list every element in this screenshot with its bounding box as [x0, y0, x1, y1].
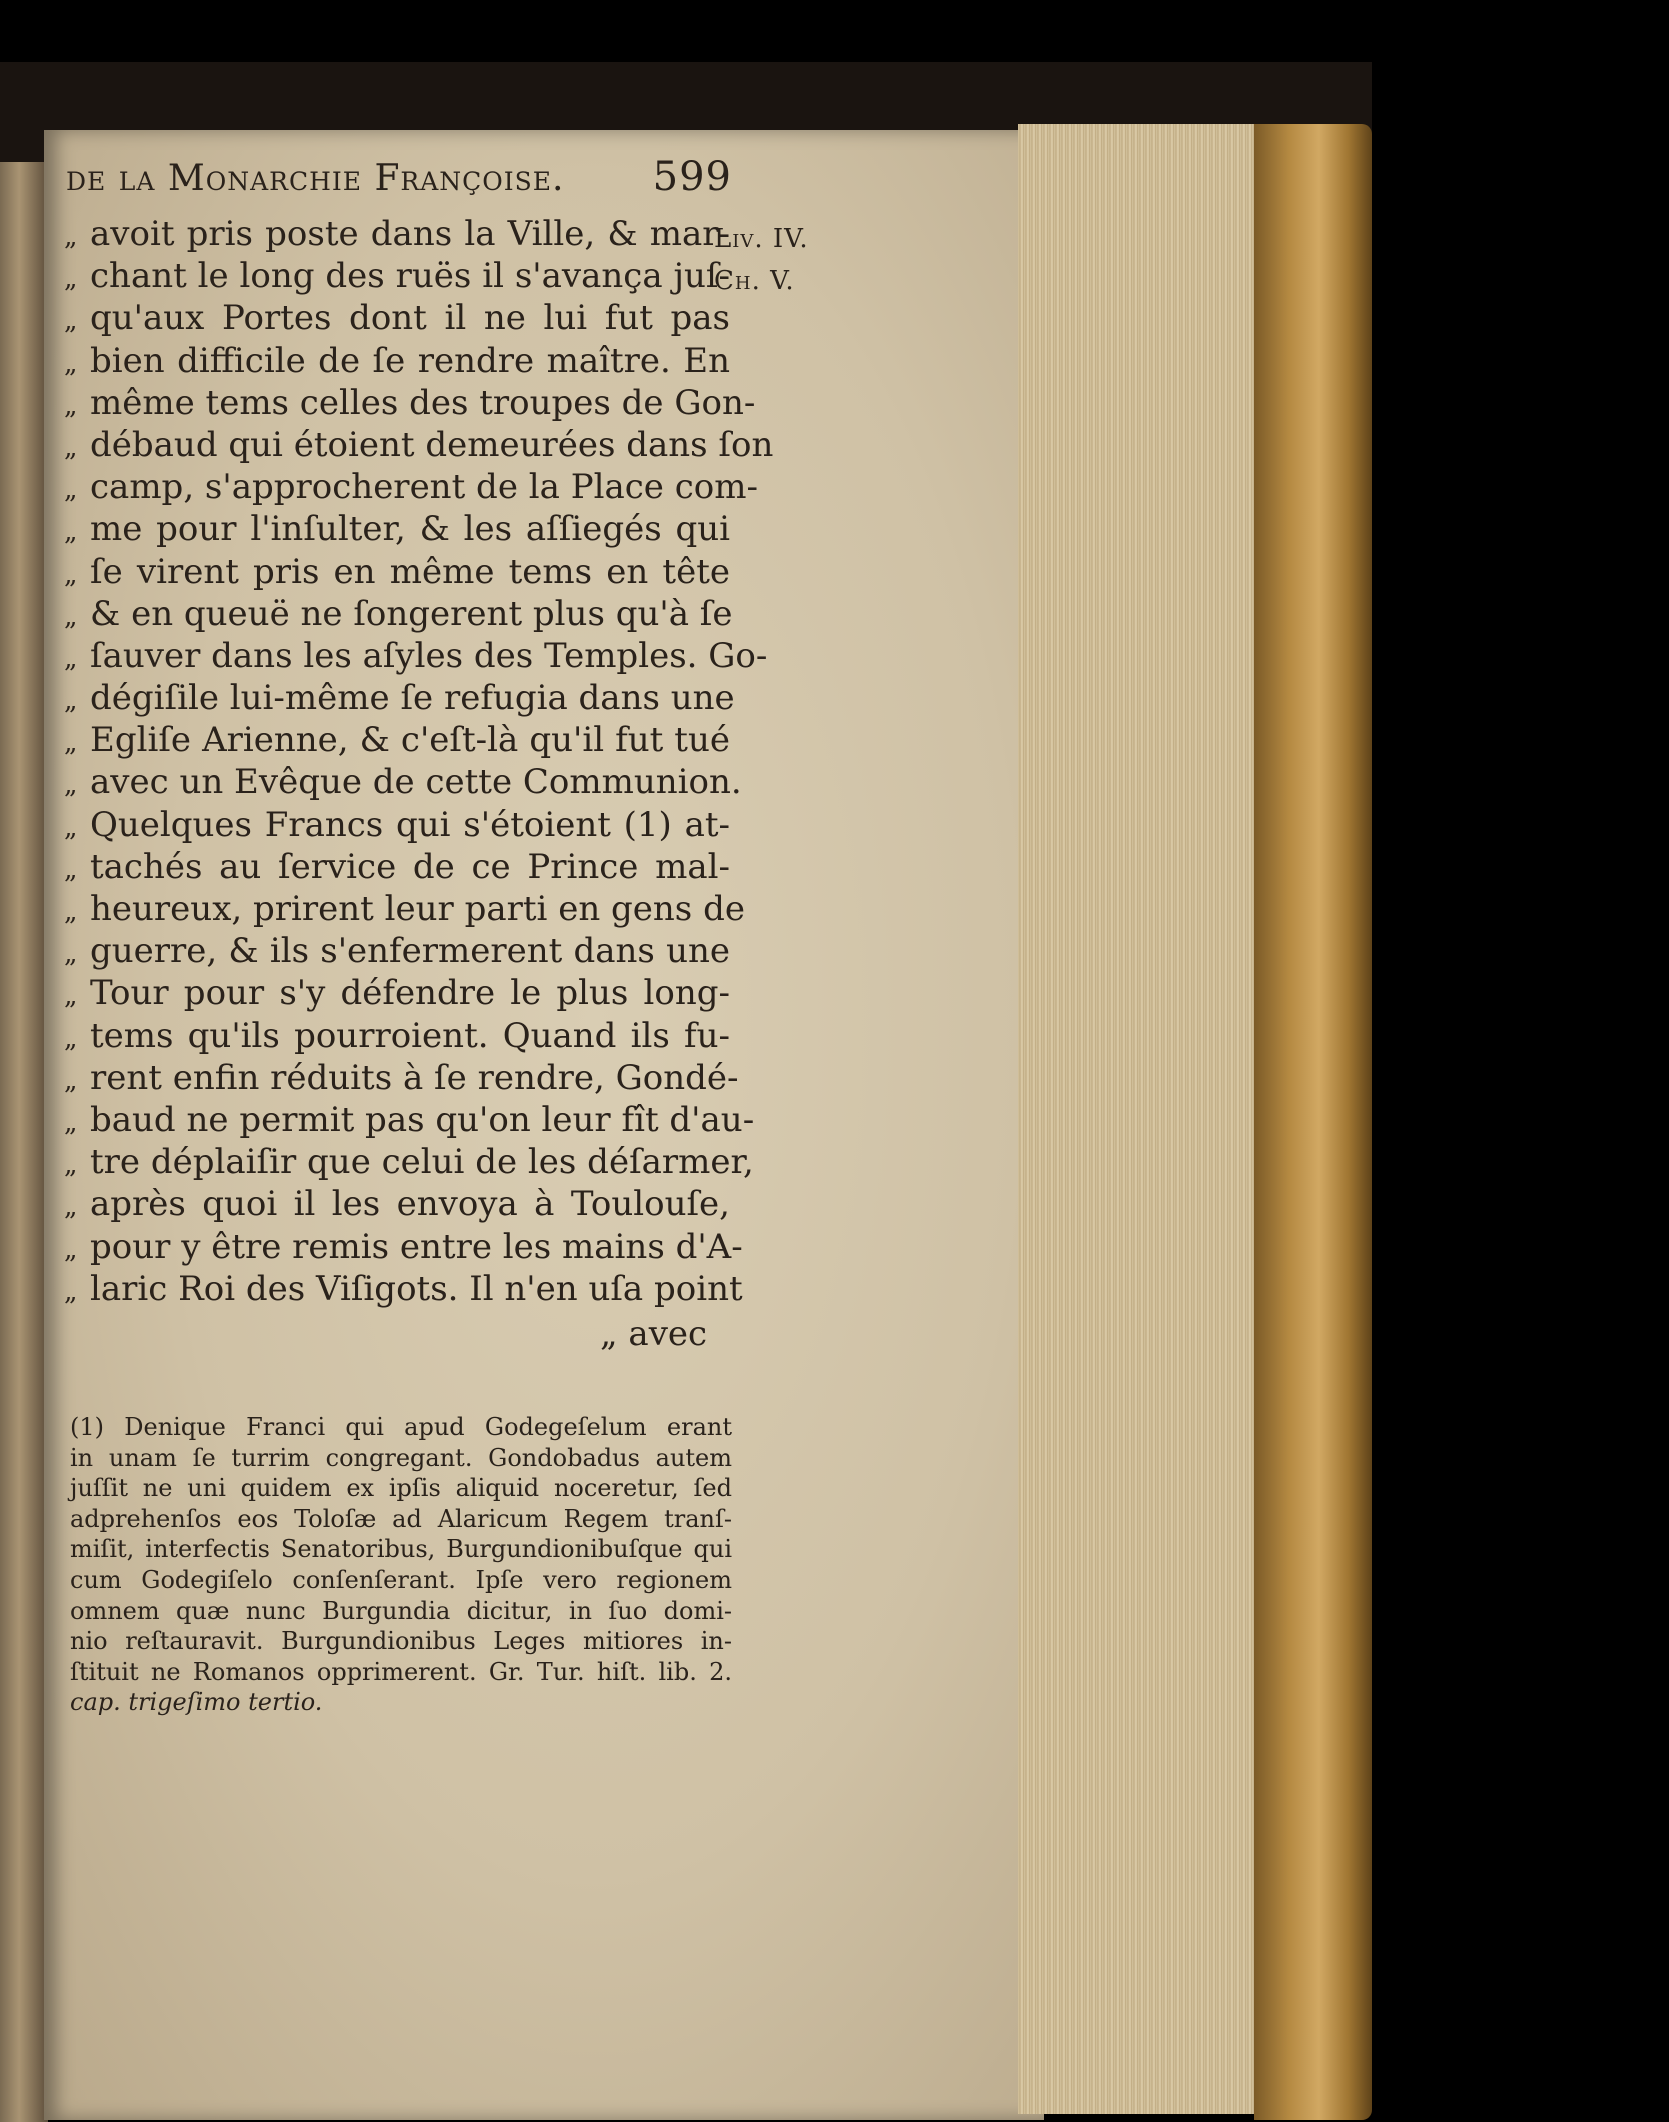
quote-mark: „ — [64, 390, 78, 421]
line-text: tachés au ſervice de ce Prince mal- — [90, 846, 730, 887]
quote-mark: „ — [64, 981, 78, 1012]
footnote-line: nio reſtauravit. Burgundionibus Leges mitiores in- — [70, 1627, 732, 1656]
line-text: rent enfin réduits à ſe rendre, Gondé- — [90, 1057, 739, 1098]
text-line — [64, 805, 730, 847]
text-line — [64, 1099, 755, 1142]
text-line — [64, 1016, 730, 1058]
line-text: baud ne permit pas qu'on leur fît d'au- — [90, 1099, 755, 1140]
footnote-line: omnem quæ nunc Burgundia dicitur, in ſuo domi- — [70, 1596, 732, 1625]
quote-mark: „ — [64, 306, 78, 337]
text-line — [64, 1057, 739, 1100]
text-line — [64, 552, 730, 594]
quote-mark: „ — [64, 812, 78, 843]
quote-mark: „ — [64, 643, 78, 674]
quote-mark: „ — [64, 897, 78, 927]
line-text: même tems celles des troupes de Gon- — [90, 382, 756, 423]
line-text: avoit pris poste dans la Ville, & mar- — [90, 214, 730, 254]
line-text: débaud qui étoient demeurées dans ſon — [90, 424, 774, 465]
quote-mark: „ — [64, 1150, 78, 1181]
line-text: tre déplaiſir que celui de les déſarmer, — [90, 1142, 754, 1183]
line-text: camp, s'approcherent de la Place com- — [90, 467, 758, 508]
line-text: qu'aux Portes dont il ne lui fut pas — [90, 298, 730, 339]
line-text: heureux, prirent leur parti en gens de — [90, 889, 745, 929]
quote-mark: „ — [64, 1023, 78, 1054]
quote-mark: „ — [64, 854, 78, 885]
text-line — [64, 1268, 743, 1311]
text-line — [64, 214, 730, 256]
quote-mark: „ — [64, 1192, 78, 1223]
quote-mark: „ — [64, 1107, 78, 1138]
text-line — [64, 720, 730, 762]
quote-mark: „ — [64, 348, 78, 379]
line-text: chant le long des ruës il s'avança juſ- — [90, 256, 730, 297]
line-text: ſauver dans les aſyles des Temples. Go- — [90, 635, 768, 676]
text-line — [64, 341, 730, 383]
text-line — [64, 678, 735, 720]
footnote-line: miſit, interfectis Senatoribus, Burgundionibuſque qui — [70, 1535, 732, 1564]
line-text: me pour l'inſulter, & les aſſiegés qui — [90, 509, 730, 550]
footnote-line: juſſit ne uni quidem ex ipſis aliquid noceretur, ſed — [70, 1474, 732, 1503]
footnote-line: adprehenſos eos Toloſæ ad Alaricum Regem tranſ- — [70, 1504, 732, 1533]
line-text: & en queuë ne ſongerent plus qu'à ſe — [90, 593, 733, 634]
line-text: Quelques Francs qui s'étoient (1) at- — [90, 804, 730, 845]
quote-mark: „ — [64, 517, 78, 548]
quote-mark: „ — [64, 559, 78, 590]
quote-mark: „ — [64, 222, 78, 252]
catchword: „ avec — [600, 1314, 708, 1354]
text-line — [64, 509, 730, 551]
line-text: après quoi il les envoya à Toulouſe, — [90, 1184, 730, 1225]
text-line — [64, 889, 745, 931]
text-line — [64, 1184, 730, 1226]
quote-mark: „ — [64, 601, 78, 632]
footnote-line: cap. trigeſimo tertio. — [70, 1688, 323, 1717]
marginal-book: Liv. IV. — [714, 224, 809, 254]
line-text: avec un Evêque de cette Communion. — [90, 762, 742, 803]
left-page-edge — [0, 162, 48, 2122]
line-text: tems qu'ils pourroient. Quand ils fu- — [90, 1015, 730, 1056]
line-text: pour y être remis entre les mains d'A- — [90, 1226, 743, 1267]
quote-mark: „ — [64, 770, 78, 801]
footnote-line: ſtituit ne Romanos opprimerent. Gr. Tur. hiſt. lib. 2. — [70, 1657, 732, 1686]
quote-mark: „ — [64, 264, 78, 295]
quote-mark: „ — [64, 1065, 78, 1096]
page-edges — [1018, 124, 1254, 2114]
footnote-line: in unam ſe turrim congregant. Gondobadus autem — [70, 1443, 732, 1472]
text-line — [64, 635, 768, 678]
line-text: laric Roi des Viſigots. Il n'en uſa point — [90, 1268, 743, 1309]
text-line — [64, 593, 733, 636]
text-line — [64, 467, 758, 509]
line-text: guerre, & ils s'enfermerent dans une — [90, 931, 730, 972]
leather-cover-edge — [1254, 124, 1372, 2120]
running-head: de la Monarchie Françoise. — [66, 158, 565, 199]
text-line — [64, 931, 730, 973]
marginal-chapter: Ch. V. — [714, 266, 795, 296]
text-line — [64, 298, 730, 340]
quote-mark: „ — [64, 686, 78, 717]
text-line — [64, 256, 730, 298]
text-line — [64, 382, 756, 425]
page-number: 599 — [652, 154, 732, 200]
text-line — [64, 1226, 743, 1269]
text-line — [64, 847, 730, 889]
quote-mark: „ — [64, 1234, 78, 1265]
line-text: bien difficile de ſe rendre maître. En — [90, 340, 730, 381]
quote-mark: „ — [64, 1276, 78, 1307]
quote-mark: „ — [64, 728, 78, 759]
line-text: dégiſile lui-même ſe refugia dans une — [90, 678, 735, 719]
text-line — [64, 973, 730, 1015]
line-text: ſe virent pris en même tems en tête — [90, 551, 730, 592]
line-text: Egliſe Arienne, & c'eſt-là qu'il fut tué — [90, 720, 730, 761]
page-header — [66, 154, 732, 214]
line-text: Tour pour s'y défendre le plus long- — [90, 973, 730, 1014]
quote-mark: „ — [64, 939, 78, 970]
quote-mark: „ — [64, 475, 78, 506]
footnote-line: cum Godegiſelo conſenſerant. Ipſe vero regionem — [70, 1565, 732, 1594]
text-line — [64, 424, 774, 467]
quote-mark: „ — [64, 432, 78, 463]
footnote — [70, 1412, 732, 1718]
footnote-line: (1) Denique Franci qui apud Godegeſelum erant — [70, 1413, 732, 1441]
text-line — [64, 1142, 754, 1184]
text-line — [64, 762, 742, 804]
